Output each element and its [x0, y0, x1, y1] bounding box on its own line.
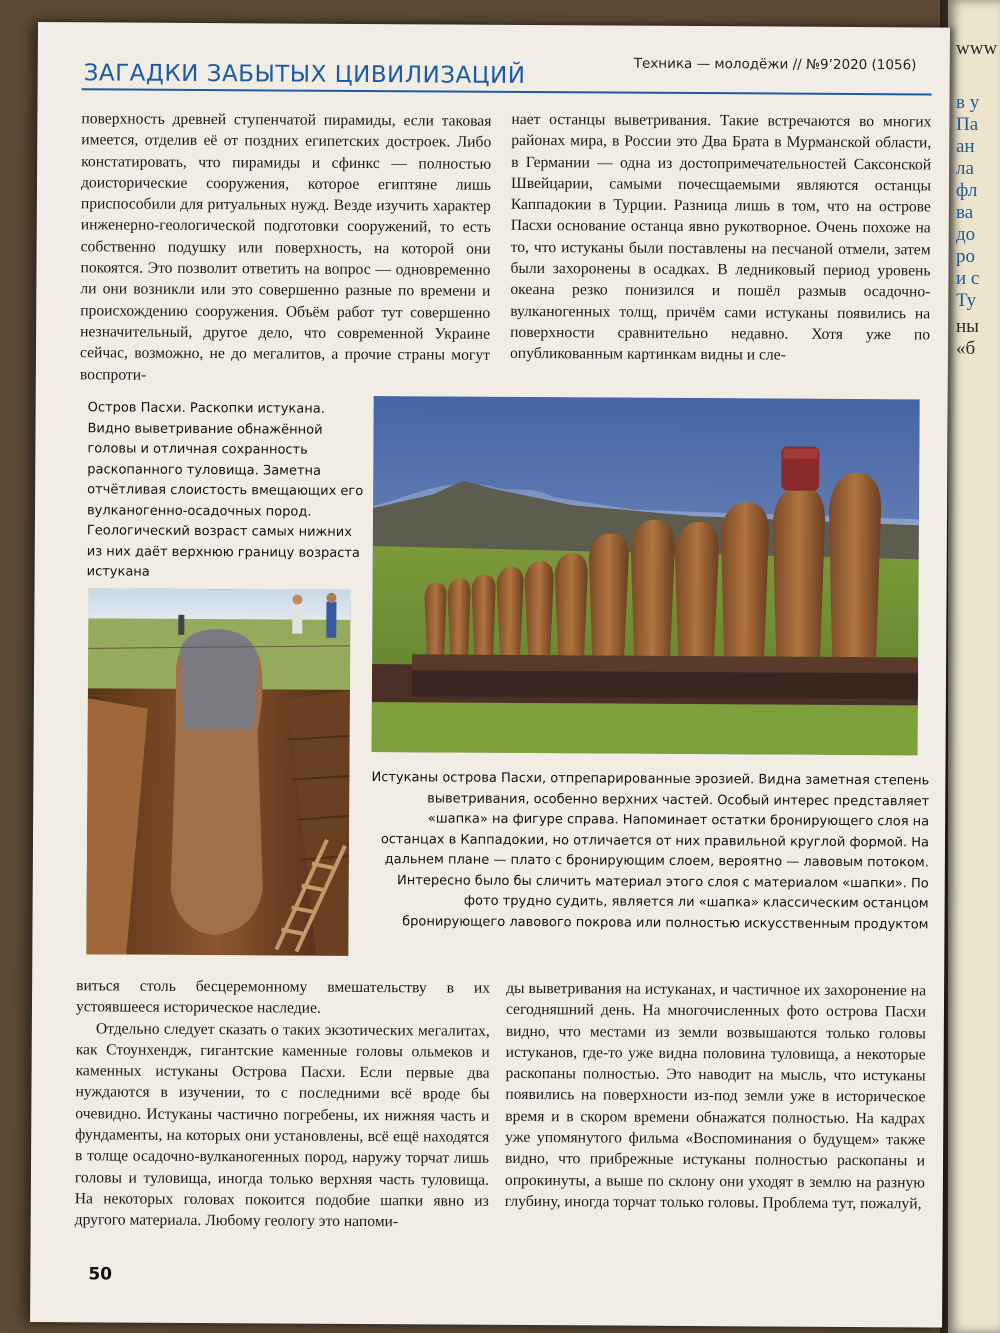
adjacent-fragment: в у	[956, 92, 980, 113]
moai-row-photo	[372, 396, 920, 755]
adjacent-fragment: до	[956, 224, 976, 245]
moai-row-photo-caption: Истуканы острова Пасхи, отпрепарированные эрозией. Видна заметная степень выветривания, особенно верхних частей. Особый интерес представляет «шапка» на фигуре справа. Напоминает остатки бронирующего слоя на останцах в Каппадокии, но отличается от них правильной круглой формой. На дальнем плане — плато с бронирующим слоем, вероятно — лавовым потоком. Интересно было бы сличить материал этого слоя с материалом «шапки». По фото трудно судить, является ли «шапка» классическим останцом бронирующего лавового покрова или полностью искусственным продуктом	[371, 770, 930, 932]
paragraph: ды выветривания на истуканах, и частичное их захоронение на сегодняшний день. На многочисленных фото острова Пасхи видно, что местами из земли возвышаются только головы истуканов, где-то уже видна половина туловища, а некоторые раскопаны полностью. Это наводит на мысль, что истуканы появились на поверхности из-под земли уже в историческое время и в скором времени обнажатся полностью. На кадрах уже упомянутого фильма «Воспоминания о будущем» также видно, что прибрежные истуканы полностью раскопаны и опрокинуты, а выше по склону они уходят в землю на разную глубину, иногда торчат только головы. Проблема тут, пожалуй,	[504, 979, 927, 1213]
adjacent-fragment: ро	[956, 246, 975, 267]
excavation-photo	[86, 588, 350, 956]
text-column-3	[75, 975, 491, 1233]
adjacent-fragment: Па	[956, 114, 979, 135]
section-title: ЗАГАДКИ ЗАБЫТЫХ ЦИВИЛИЗАЦИЙ	[83, 60, 526, 89]
paragraph: виться столь бесцеремонному вмешательству в их устоявшееся историческое наследие.	[75, 977, 491, 1018]
adjacent-fragment: и с	[956, 268, 980, 289]
text-column-4	[505, 978, 926, 1215]
adjacent-fragment: фл	[956, 180, 978, 201]
adjacent-fragment: «б	[956, 338, 976, 359]
header-divider	[82, 88, 932, 95]
page-number: 50	[88, 1264, 113, 1285]
paragraph: Отдельно следует сказать о таких экзотических мегалитах, как Стоунхендж, гигантские каменные головы ольмеков и каменных истуканы Острова Пасхи. Если первые два нуждаются в изучении, то с последними всё вроде бы очевидно. Истуканы частично погребены, их нижняя часть и фундаменты, на которых они установлены, всё ещё находятся в толще осадочно-вулканогенных пород, наружу торчат лишь головы и туловища, иногда только верхняя часть туловища. На некоторых головах покоится подобие шапки явно из другого материала. Любому геологу это напоми-	[74, 1019, 490, 1231]
adjacent-fragment: www	[956, 38, 998, 59]
text-column-1	[80, 108, 492, 387]
paragraph: нает останцы выветривания. Такие встречаются во многих районах мира, в России это Два Брата в Мурманской области, в Германии — одна из достопримечательностей Саксонской Швейцарии, самыми почесщаемыми являются останцы Каппадокии в Турции. Разница лишь в том, что на острове Пасхи основание останца явно рукотворное. Очень похоже на то, что истуканы были поставлены на песчаной отмели, затем были захоронены в осадках. В ледниковый период уровень океана резко понизился и пошёл размыв осадочно-вулканогенных толщ, причём сами истуканы появились на поверхности сравнительно недавно. Хотя уже по опубликованным картинкам видны и сле-	[509, 110, 932, 364]
issue-info: Техника — молодёжи // №9’2020 (1056)	[633, 55, 917, 74]
adjacent-fragment: Ту	[956, 290, 977, 311]
adjacent-page-strip	[948, 0, 1000, 1333]
paragraph: поверхность древней ступенчатой пирамиды, если таковая имеется, отделив её от поздних египетских достроек. Либо констатировать, что пирамиды и сфинкс — полностью доисторические сооружения, которое египтяне лишь приспособили для ритуальных нужд. Везде изучить характер инженерно-геологической подготовки сооружений, то есть собственно подушку или поверхность, на которой они покоятся. Это позволит ответить на вопрос — одновременно ли они возникли или это совершенно разные по времени и происхождению сооружения. Объём работ тут совершенно незначительный, другое дело, что современной Украине сейчас, возможно, не до мегалитов, а прочие страны могут воспроти-	[79, 110, 492, 384]
adjacent-fragment: ла	[956, 158, 974, 179]
magazine-page	[30, 22, 950, 1328]
excavation-photo-caption: Остров Пасхи. Раскопки истукана. Видно выветривание обнажённой головы и отличная сохранность раскопанного туловища. Заметна отчётливая слоистость вмещающих его вулканогенно-осадочных пород. Геологический возраст самых нижних из них даёт верхнюю границу возраста истукана	[86, 400, 364, 580]
text-column-2	[510, 109, 932, 367]
adjacent-fragment: ны	[956, 316, 979, 337]
adjacent-fragment: ва	[956, 202, 974, 223]
adjacent-fragment: ан	[956, 136, 975, 157]
